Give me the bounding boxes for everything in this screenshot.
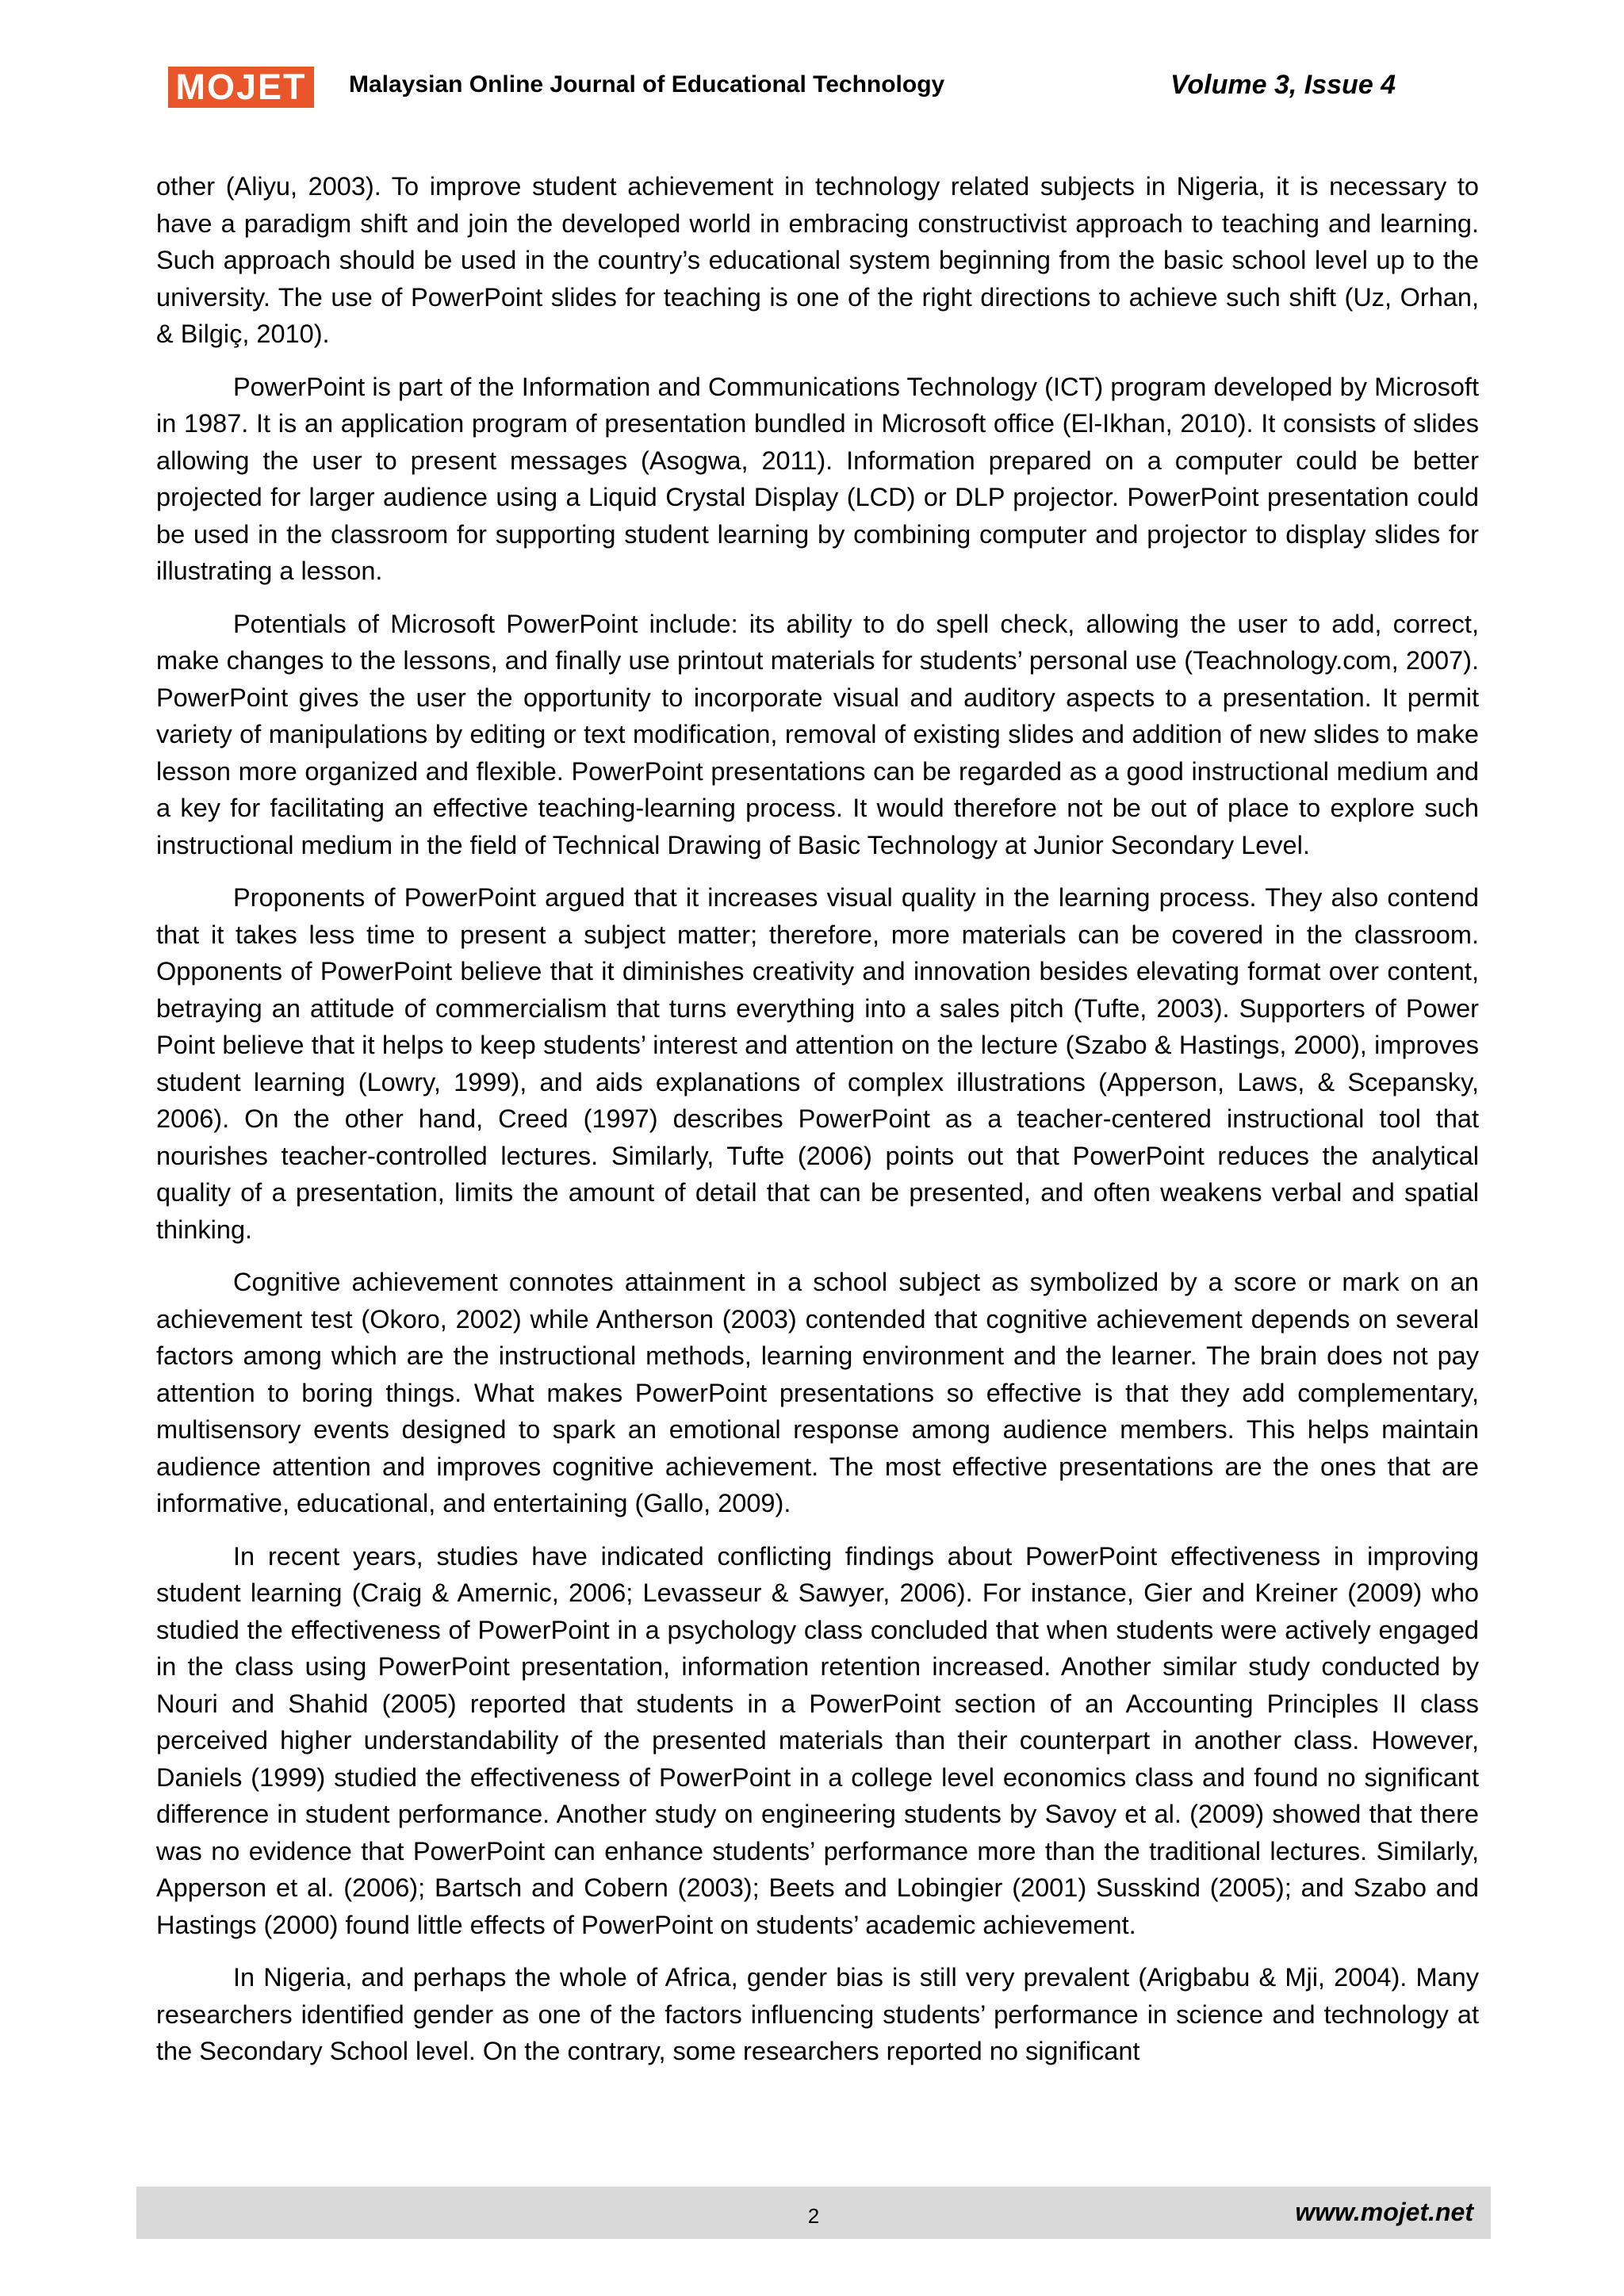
- journal-title: Malaysian Online Journal of Educational Technology: [349, 71, 945, 98]
- mojet-logo: MOJET: [168, 67, 314, 108]
- paragraph-6: In recent years, studies have indicated conflicting findings about PowerPoint effectiveness in improving student learning (Craig & Amernic, 2006; Levasseur & Sawyer, 2006). For instance, Gier and Kreiner (2009) who studied the effectiveness of PowerPoint in a psychology class concluded that when students were actively engaged in the class using PowerPoint presentation, information retention increased. Another similar study conducted by Nouri and Shahid (2005) reported that students in a PowerPoint section of an Accounting Principles II class perceived higher understandability of the presented materials than their counterpart in another class. However, Daniels (1999) studied the effectiveness of PowerPoint in a college level economics class and found no significant difference in student performance. Another study on engineering students by Savoy et al. (2009) showed that there was no evidence that PowerPoint can enhance students’ performance more than the traditional lectures. Similarly, Apperson et al. (2006); Bartsch and Cobern (2003); Beets and Lobingier (2001) Susskind (2005); and Szabo and Hastings (2000) found little effects of PowerPoint on students’ academic achievement.: [156, 1541, 1479, 1939]
- page-footer: [136, 2187, 1491, 2239]
- page-header: [168, 67, 1437, 108]
- page-number: 2: [807, 2204, 820, 2228]
- article-body: [156, 168, 1479, 2086]
- volume-issue: Volume 3, Issue 4: [1170, 70, 1396, 100]
- paragraph-3: Potentials of Microsoft PowerPoint include: its ability to do spell check, allowing the user to add, correct, make changes to the lessons, and finally use printout materials for students’ personal use (Teachnology.com, 2007). PowerPoint gives the user the opportunity to incorporate visual and auditory aspects to a presentation. It permit variety of manipulations by editing or text modification, removal of existing slides and addition of new slides to make lesson more organized and flexible. PowerPoint presentations can be regarded as a good instructional medium and a key for facilitating an effective teaching-learning process. It would therefore not be out of place to explore such instructional medium in the field of Technical Drawing of Basic Technology at Junior Secondary Level.: [156, 609, 1479, 859]
- paragraph-4: Proponents of PowerPoint argued that it increases visual quality in the learning process. They also contend that it takes less time to present a subject matter; therefore, more materials can be covered in the classroom. Opponents of PowerPoint believe that it diminishes creativity and innovation besides elevating format over content, betraying an attitude of commercialism that turns everything into a sales pitch (Tufte, 2003). Supporters of Power Point believe that it helps to keep students’ interest and attention on the lecture (Szabo & Hastings, 2000), improves student learning (Lowry, 1999), and aids explanations of complex illustrations (Apperson, Laws, & Scepansky, 2006). On the other hand, Creed (1997) describes PowerPoint as a teacher-centered instructional tool that nourishes teacher-controlled lectures. Similarly, Tufte (2006) points out that PowerPoint reduces the analytical quality of a presentation, limits the amount of detail that can be presented, and often weakens verbal and spatial thinking.: [156, 883, 1479, 1244]
- paragraph-5: Cognitive achievement connotes attainment in a school subject as symbolized by a score or mark on an achievement test (Okoro, 2002) while Antherson (2003) contended that cognitive achievement depends on several factors among which are the instructional methods, learning environment and the learner. The brain does not pay attention to boring things. What makes PowerPoint presentations so effective is that they add complementary, multisensory events designed to spark an emotional response among audience members. This helps maintain audience attention and improves cognitive achievement. The most effective presentations are the ones that are informative, educational, and entertaining (Gallo, 2009).: [156, 1268, 1479, 1517]
- paragraph-7: In Nigeria, and perhaps the whole of Africa, gender bias is still very prevalent (Arigbabu & Mji, 2004). Many researchers identified gender as one of the factors influencing students’ performance in science and technology at the Secondary School level. On the contrary, some researchers reported no significant: [156, 1963, 1479, 2065]
- paragraph-1: other (Aliyu, 2003). To improve student achievement in technology related subjects in Nigeria, it is necessary to have a paradigm shift and join the developed world in embracing constructivist approach to teaching and learning. Such approach should be used in the country’s educational system beginning from the basic school level up to the university. The use of PowerPoint slides for teaching is one of the right directions to achieve such shift (Uz, Orhan, & Bilgiç, 2010).: [156, 172, 1479, 348]
- website-link[interactable]: www.mojet.net: [1295, 2198, 1473, 2226]
- paragraph-2: PowerPoint is part of the Information and Communications Technology (ICT) program developed by Microsoft in 1987. It is an application program of presentation bundled in Microsoft office (El-Ikhan, 2010). It consists of slides allowing the user to present messages (Asogwa, 2011). Information prepared on a computer could be better projected for larger audience using a Liquid Crystal Display (LCD) or DLP projector. PowerPoint presentation could be used in the classroom for supporting student learning by combining computer and projector to display slides for illustrating a lesson.: [156, 372, 1479, 585]
